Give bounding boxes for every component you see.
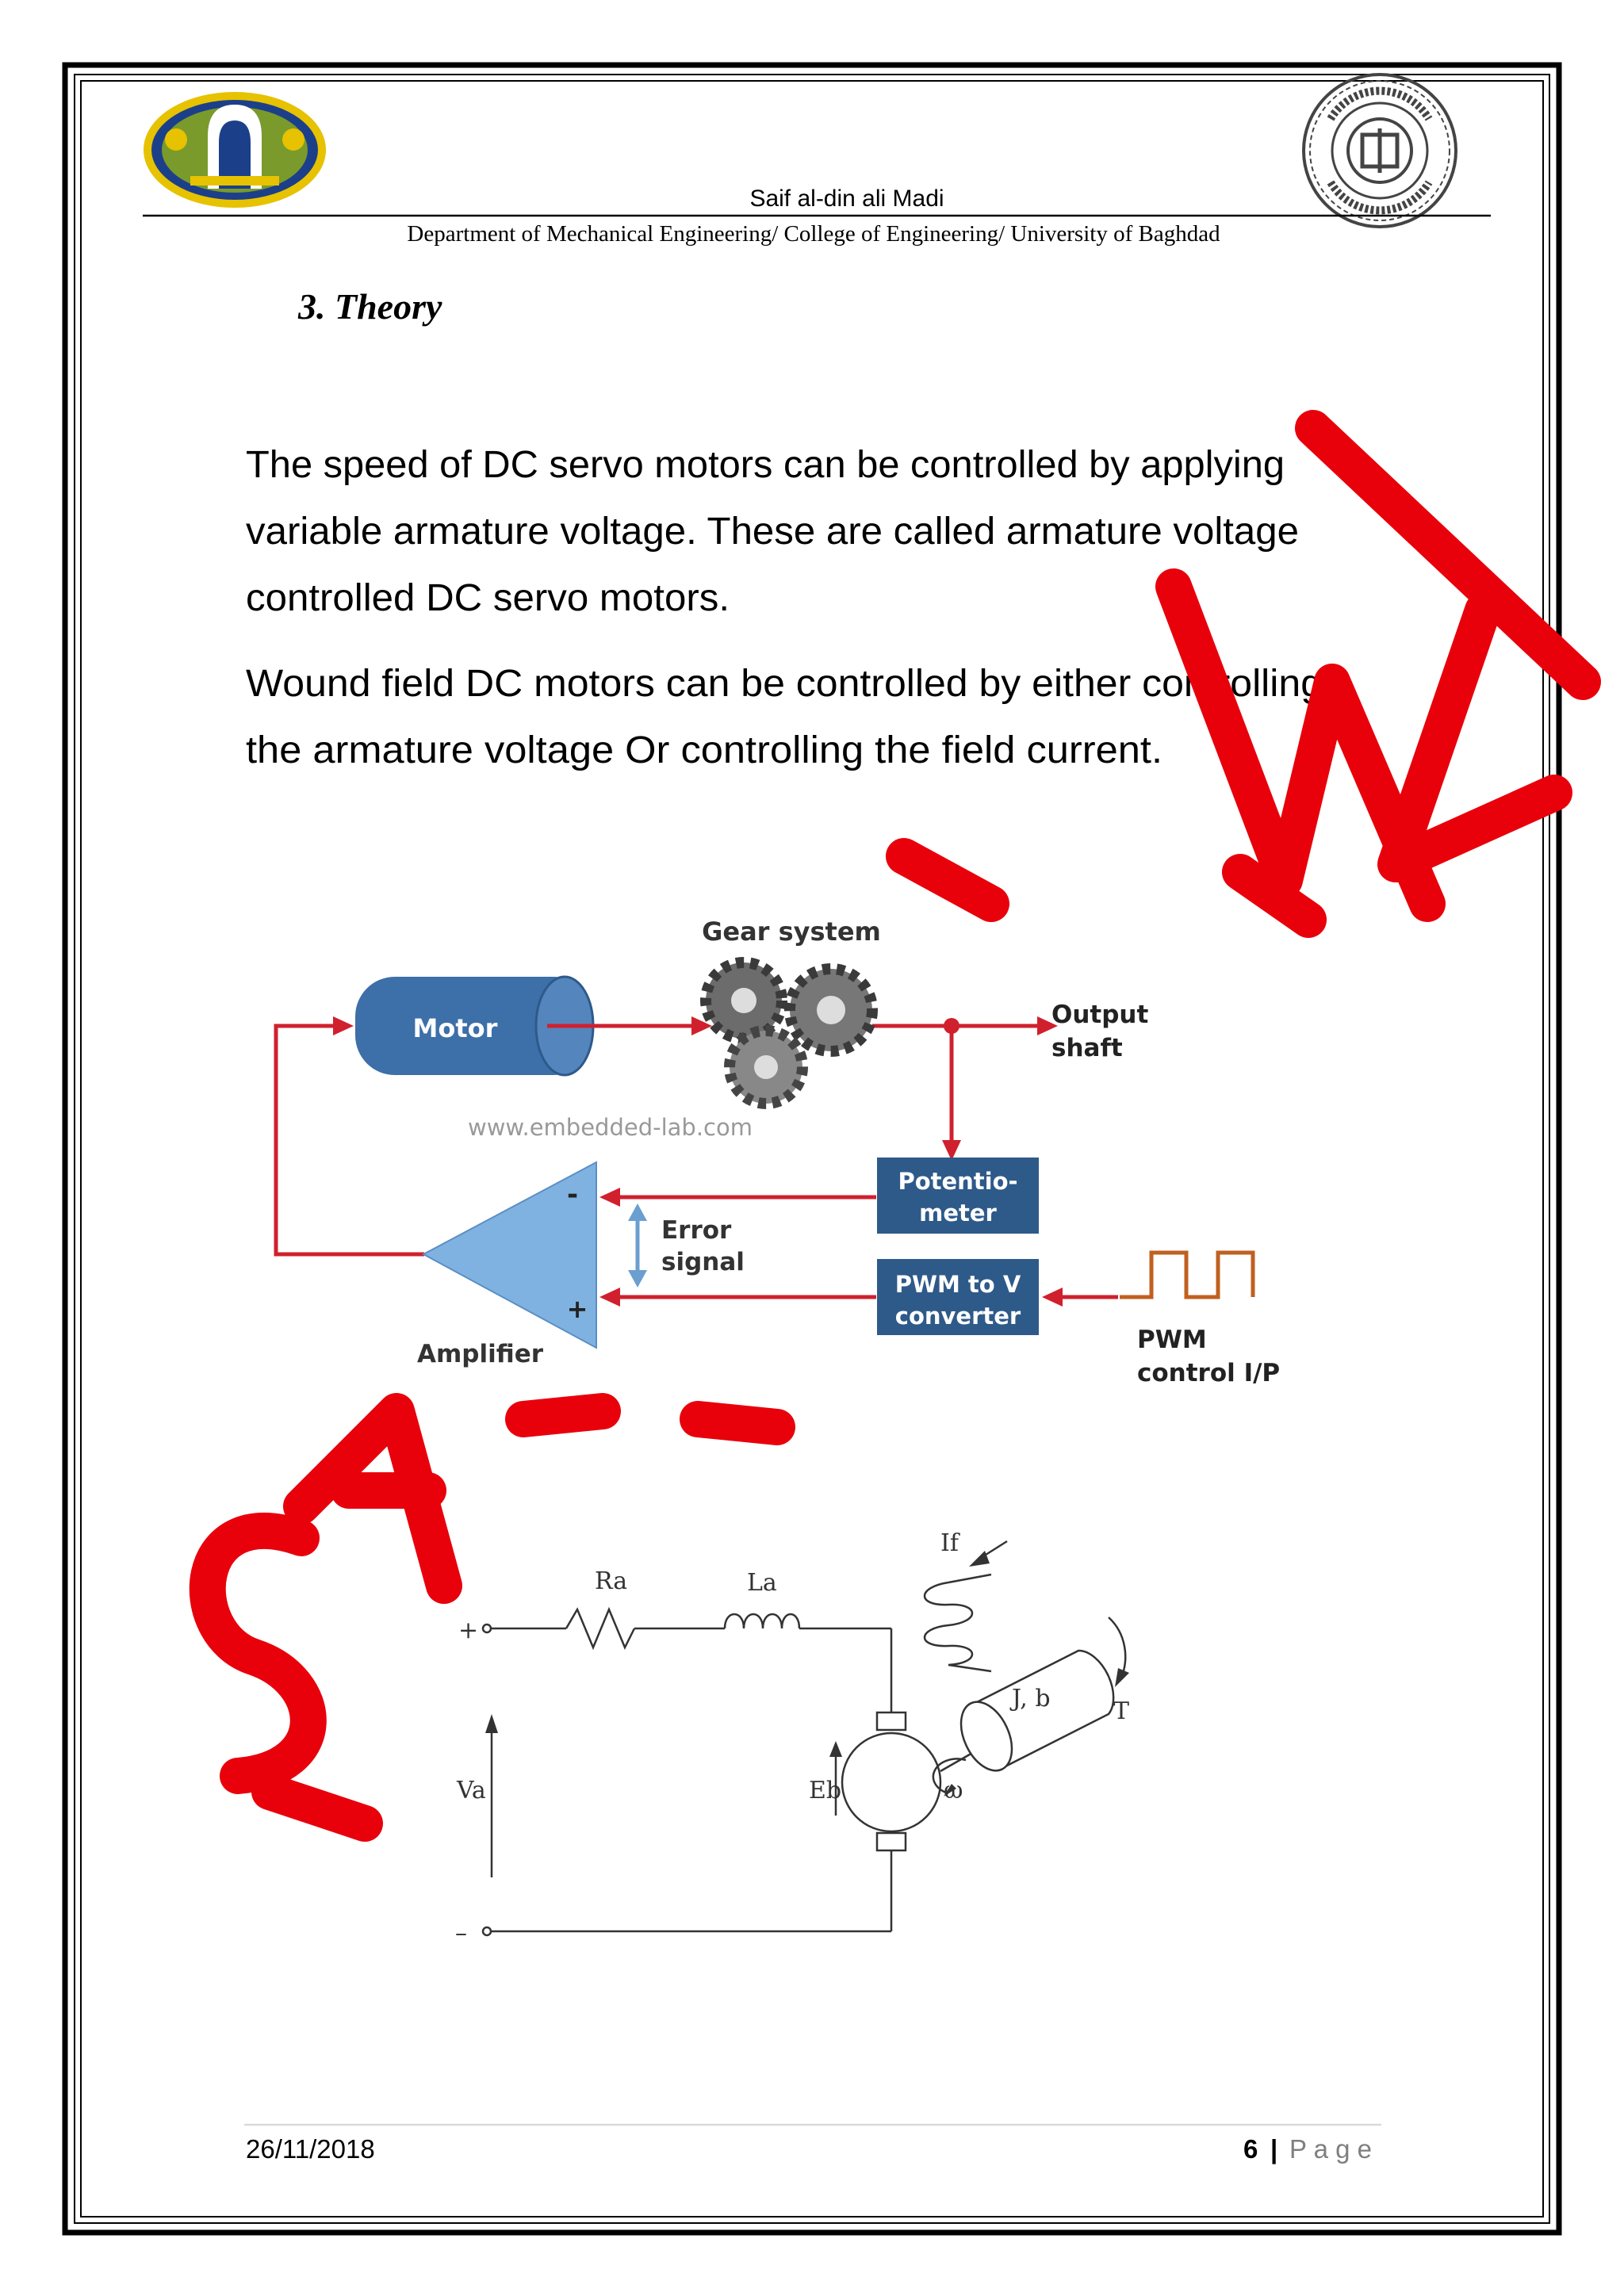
resistor-ra	[566, 1609, 634, 1647]
paragraph-2-line-1: Wound field DC motors can be controlled by either controlling	[246, 663, 1323, 705]
header-department: Department of Mechanical Engineering/ College of Engineering/ University of Baghdad	[407, 221, 1220, 247]
eb-label: Eb	[809, 1777, 842, 1804]
potentiometer-label-1: Potentio-	[898, 1168, 1018, 1195]
inductor-la	[725, 1614, 799, 1628]
university-logo	[147, 96, 322, 204]
amplifier-triangle	[423, 1162, 596, 1348]
paragraph-1-line-3: controlled DC servo motors.	[246, 577, 730, 619]
gear-system-icon	[706, 962, 872, 1104]
potentiometer-label-2: meter	[919, 1200, 997, 1226]
gear-system-label: Gear system	[702, 916, 881, 947]
amplifier-plus-sign: +	[566, 1294, 588, 1324]
dc-motor-circuit	[483, 1541, 1129, 1935]
ra-label: Ra	[595, 1567, 628, 1595]
circuit-labels	[455, 1529, 1129, 1947]
plus-terminal-label: +	[458, 1617, 479, 1644]
paragraph-1-line-2: variable armature voltage. These are called armature voltage	[246, 511, 1299, 553]
red-signature-stamp	[208, 428, 1583, 1823]
footer-page-label: P a g e	[1289, 2134, 1372, 2164]
jb-label: J, b	[1012, 1685, 1051, 1712]
page-border	[65, 65, 1559, 2233]
motor-armature	[842, 1733, 940, 1831]
pwm-converter-label-1: PWM to V	[894, 1271, 1021, 1298]
paragraph-1-line-1: The speed of DC servo motors can be controlled by applying	[246, 444, 1285, 486]
pwm-input-label-1: PWM	[1137, 1326, 1207, 1354]
paragraph-2-line-2: the armature voltage Or controlling the field current.	[246, 729, 1162, 771]
omega-label: ω	[944, 1777, 963, 1804]
diagram-source-watermark: www.embedded-lab.com	[468, 1114, 753, 1141]
footer-separator: |	[1270, 2134, 1278, 2164]
torque-label: T	[1113, 1697, 1130, 1725]
section-title: 3. Theory	[298, 286, 442, 327]
motor-block	[355, 977, 603, 1075]
body-text	[246, 444, 1323, 771]
va-label: Va	[457, 1777, 486, 1804]
pwm-converter-block	[877, 1259, 1039, 1335]
motor-label: Motor	[412, 1013, 498, 1043]
if-label: If	[940, 1529, 959, 1557]
torque-arrow	[1109, 1617, 1125, 1678]
output-shaft-label-2: shaft	[1051, 1034, 1123, 1062]
pwm-converter-label-2: converter	[894, 1303, 1021, 1330]
amplifier-label: Amplifier	[417, 1340, 544, 1368]
header-author: Saif al-din ali Madi	[749, 186, 944, 212]
error-signal-arrow	[628, 1203, 647, 1288]
footer-date: 26/11/2018	[246, 2134, 375, 2164]
error-signal-label-2: signal	[661, 1248, 745, 1276]
output-shaft-label-1: Output	[1051, 1001, 1149, 1029]
college-seal-logo	[1304, 75, 1456, 227]
error-signal-label-1: Error	[661, 1216, 732, 1245]
minus-terminal-label: –	[455, 1919, 467, 1947]
potentiometer-block	[877, 1158, 1039, 1234]
pwm-waveform-icon	[1120, 1253, 1253, 1297]
servo-block-diagram	[276, 916, 1280, 1387]
footer-page-number: 6	[1243, 2134, 1258, 2164]
amplifier-minus-sign: -	[566, 1179, 579, 1211]
la-label: La	[747, 1569, 777, 1597]
pwm-input-label-2: control I/P	[1137, 1359, 1281, 1387]
field-coil	[925, 1582, 991, 1671]
